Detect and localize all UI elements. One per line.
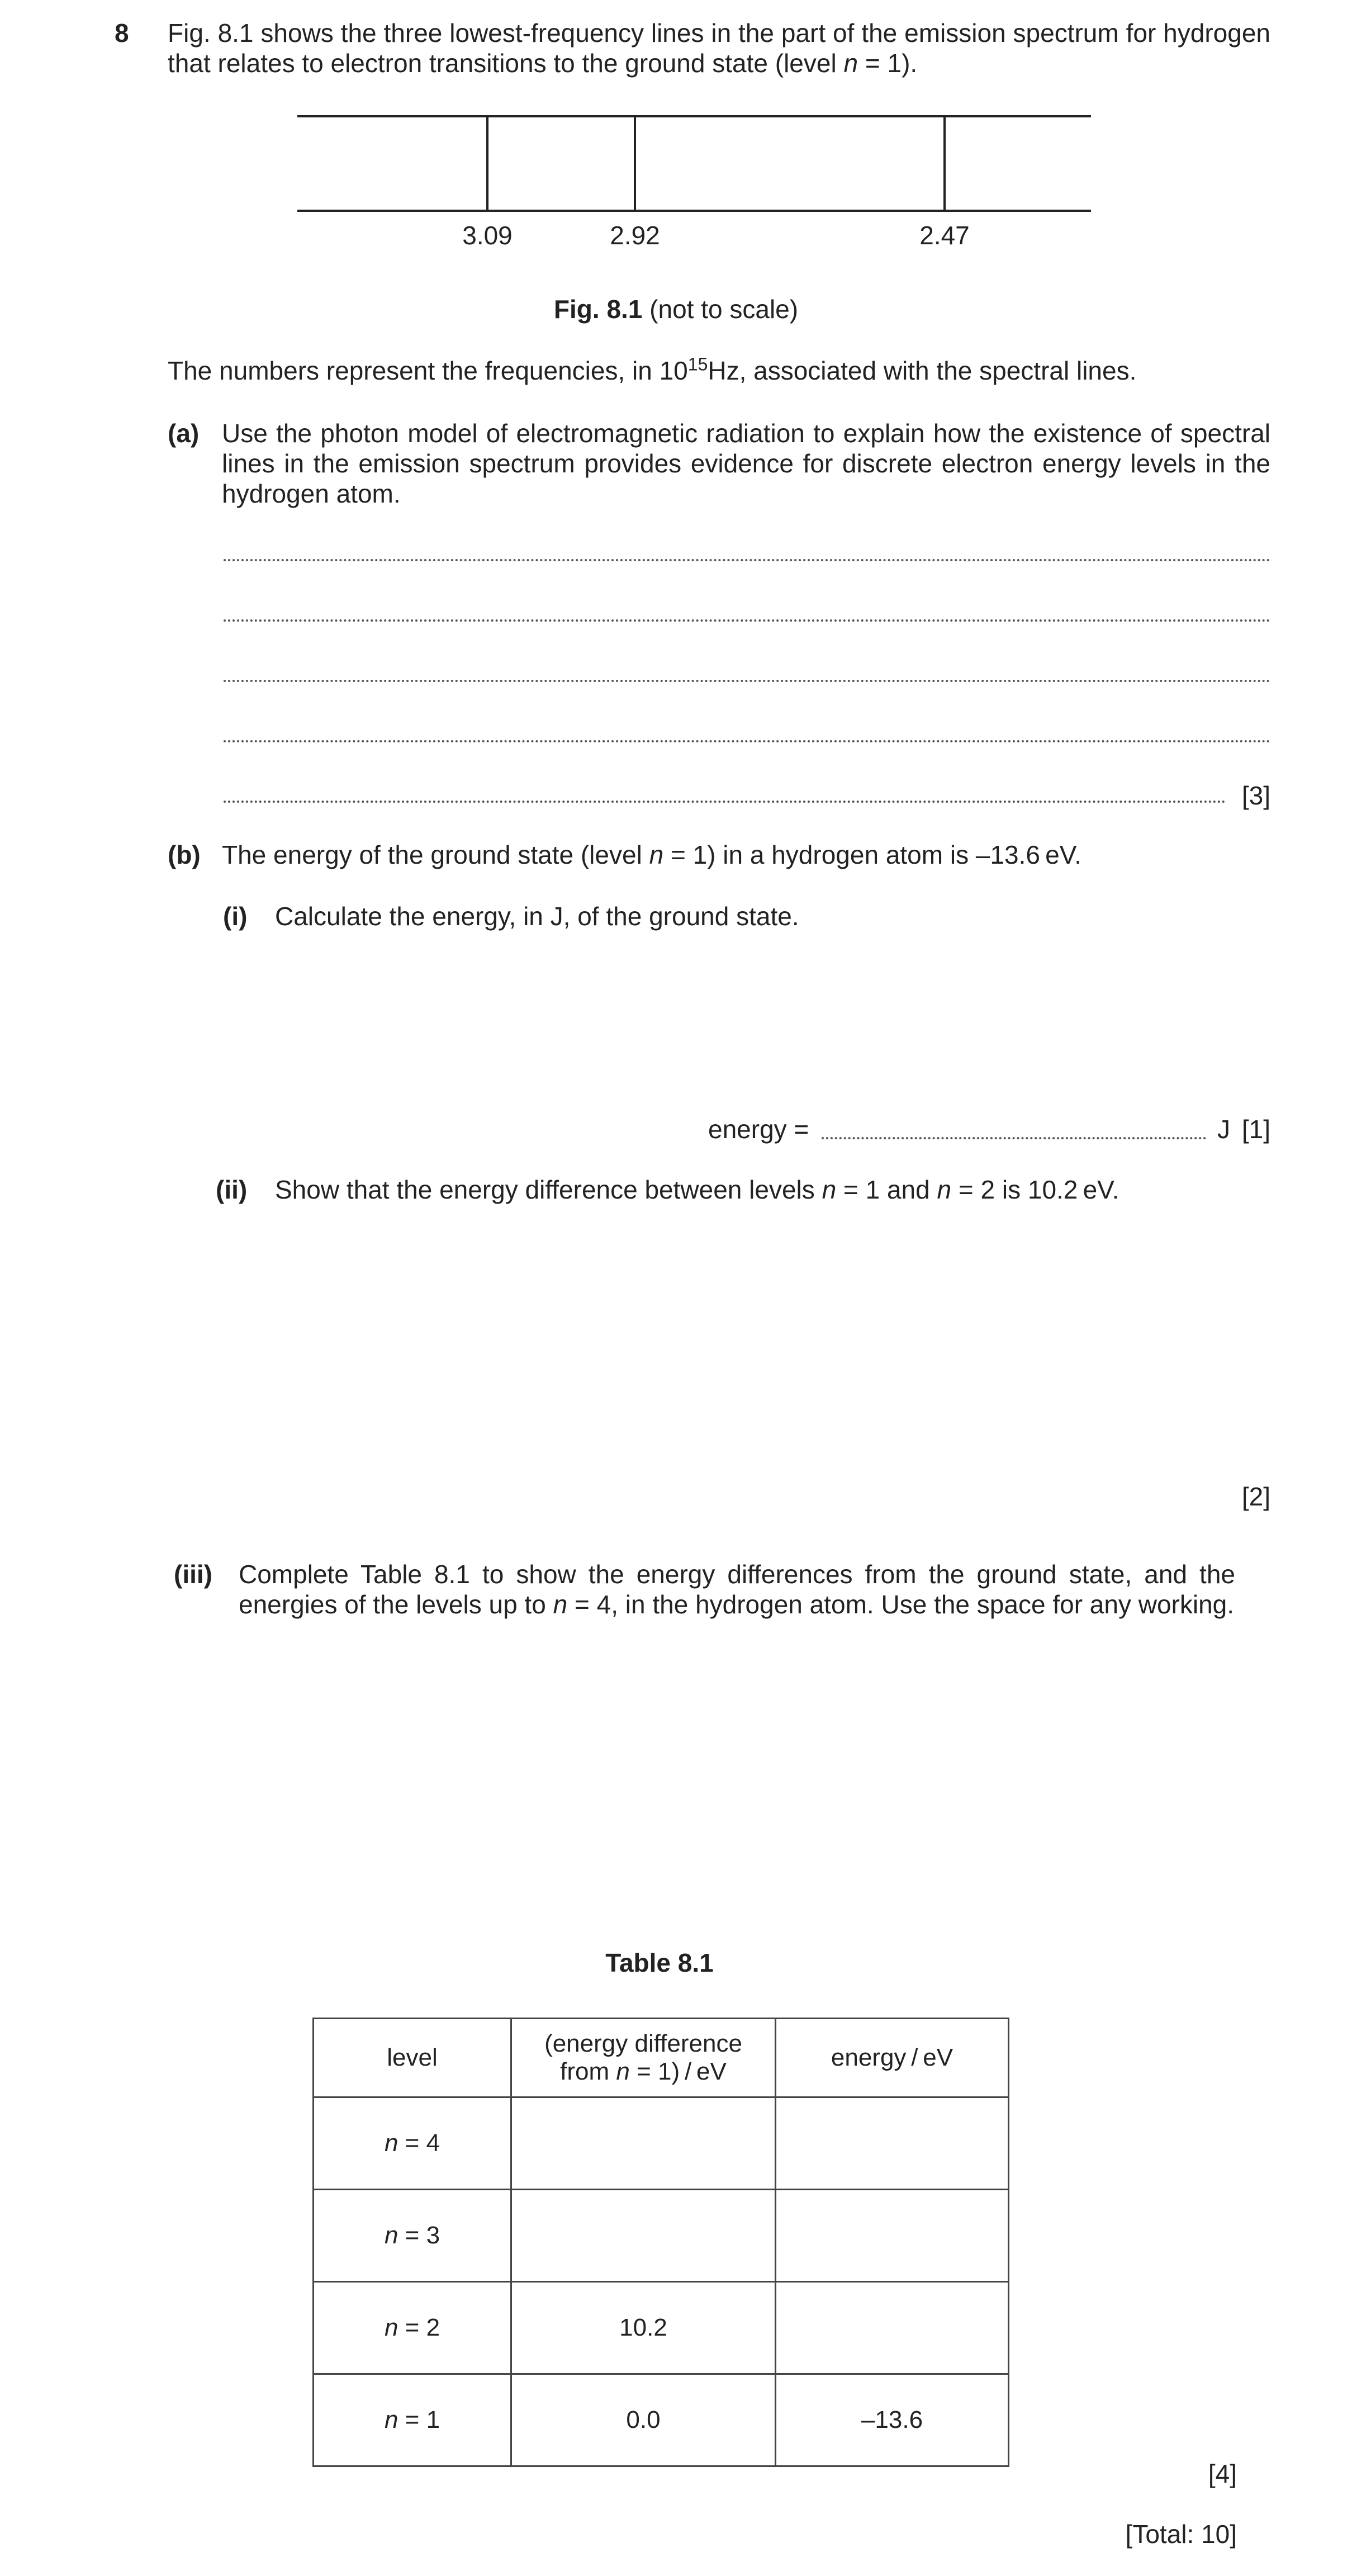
part-b-label: (b) [168, 840, 201, 869]
energy-difference-cell[interactable] [511, 2097, 776, 2190]
energy-cell[interactable] [776, 2282, 1009, 2374]
spectral-line-label-2: 2.92 [610, 221, 660, 250]
part-a-label: (a) [168, 419, 200, 448]
energy-difference-cell: 10.2 [511, 2282, 776, 2374]
energy-cell: –13.6 [776, 2374, 1009, 2466]
level-cell: n = 1 [314, 2374, 511, 2466]
units-note: The numbers represent the frequencies, in $10^{15}Hz$, associated with the spectral lines. [168, 354, 1137, 385]
question-number: 8 [115, 18, 129, 48]
table-title: Table 8.1 [605, 1948, 714, 1977]
energy-levels-table [312, 2018, 1009, 2467]
spectrum-figure [0, 0, 1352, 268]
table-row-n2 [314, 2282, 1009, 2374]
energy-cell[interactable] [776, 2190, 1009, 2282]
part-a-text: Use the photon model of electromagnetic radiation to explain how the existence of spectral lines in the emission spectrum provides evidence for discrete electron energy levels in the hydrogen atom. [222, 419, 1270, 508]
figure-caption: Fig. 8.1 (not to scale) [553, 295, 799, 324]
energy-difference-cell: 0.0 [511, 2374, 776, 2466]
part-b-i-text: Calculate the energy, in J, of the ground state. [275, 902, 799, 931]
part-b-ii-label: (ii) [216, 1175, 248, 1204]
energy-answer-unit: J [1217, 1115, 1230, 1144]
part-b-i-marks: [1] [1241, 1115, 1270, 1144]
answer-line-a-4[interactable] [224, 740, 1270, 742]
part-a-marks: [3] [1241, 781, 1270, 810]
energy-difference-cell[interactable] [511, 2190, 776, 2282]
energy-answer-line[interactable] [822, 1137, 1206, 1139]
header-energy: energy / eV [776, 2019, 1009, 2097]
part-b-iii-text: Complete Table 8.1 to show the energy differences from the ground state, and the energies of the levels up to n = 4, in the hydrogen atom. Use the space for any working. [239, 1560, 1235, 1619]
answer-line-a-3[interactable] [224, 680, 1270, 682]
header-energy-difference: (energy difference from n = 1) / eV [511, 2019, 776, 2097]
intro-line-2: that relates to electron transitions to the ground state (level n = 1). [168, 49, 918, 78]
table-row-n1 [314, 2374, 1009, 2466]
answer-line-a-1[interactable] [224, 559, 1270, 561]
energy-cell[interactable] [776, 2097, 1009, 2190]
spectral-line-label-3: 2.47 [919, 221, 970, 250]
intro-line-1: Fig. 8.1 shows the three lowest-frequency lines in the part of the emission spectrum for hydrogen [168, 18, 1270, 48]
part-b-ii-marks: [2] [1241, 1482, 1270, 1511]
part-b-ii-text: Show that the energy difference between levels n = 1 and n = 2 is 10.2 eV. [275, 1175, 1119, 1204]
part-b-text: The energy of the ground state (level n = 1) in a hydrogen atom is –13.6 eV. [222, 840, 1082, 869]
level-cell: n = 3 [314, 2190, 511, 2282]
answer-line-a-5[interactable] [224, 801, 1226, 803]
table-row-n3 [314, 2190, 1009, 2282]
level-cell: n = 4 [314, 2097, 511, 2190]
level-cell: n = 2 [314, 2282, 511, 2374]
header-level: level [314, 2019, 511, 2097]
part-b-iii-label: (iii) [174, 1560, 212, 1589]
answer-line-a-2[interactable] [224, 619, 1270, 622]
part-b-i-label: (i) [223, 902, 248, 931]
total-marks: [Total: 10] [1125, 2520, 1237, 2549]
spectral-line-label-1: 3.09 [462, 221, 513, 250]
part-b-iii-marks: [4] [1208, 2459, 1237, 2488]
energy-answer-label: energy = [708, 1115, 809, 1144]
table-row-n4 [314, 2097, 1009, 2190]
table-header-row [314, 2019, 1009, 2097]
